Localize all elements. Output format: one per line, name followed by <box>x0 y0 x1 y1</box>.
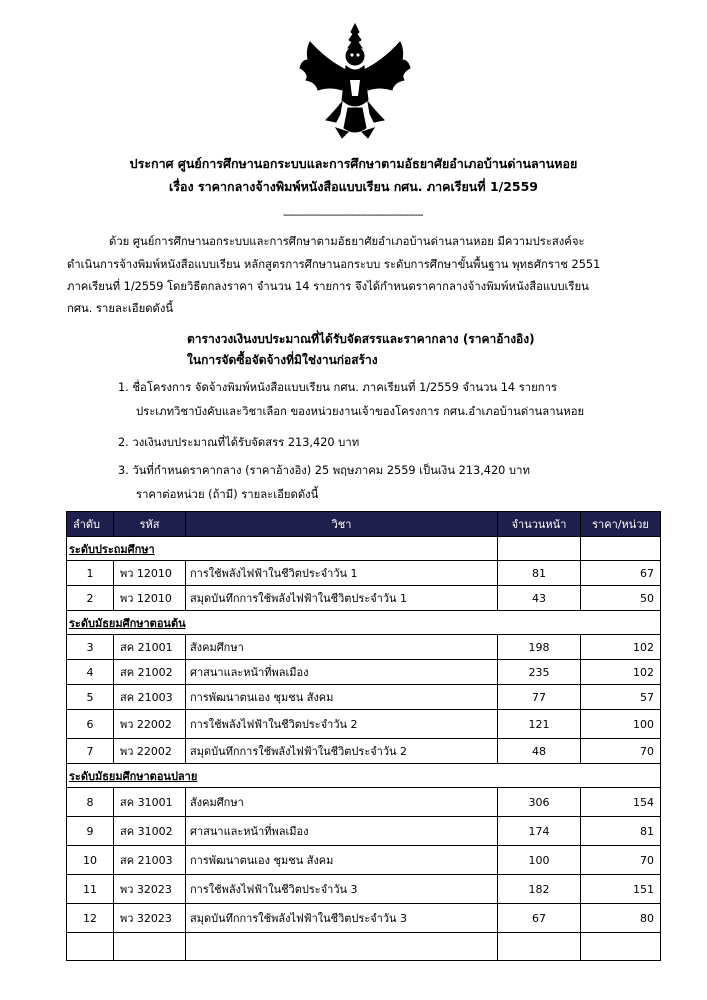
table-row <box>67 817 661 846</box>
table-row <box>67 685 661 710</box>
row-subject: สังคมศึกษา <box>186 788 498 817</box>
table-row <box>67 561 661 586</box>
row-pages: 100 <box>498 846 581 875</box>
empty-cell <box>581 933 661 961</box>
row-price: 57 <box>581 685 661 710</box>
row-code: พว 12010 <box>114 561 186 586</box>
row-price: 102 <box>581 635 661 660</box>
row-code: สค 31002 <box>114 817 186 846</box>
section-title: ระดับประถมศึกษา <box>67 537 498 561</box>
empty-cell <box>498 933 581 961</box>
price-table <box>66 511 661 961</box>
section-title: ระดับมัธยมศึกษาตอนปลาย <box>67 764 661 788</box>
intro-line-4: กศน. รายละเอียดดังนี้ <box>67 302 174 315</box>
row-no: 3 <box>67 635 114 660</box>
row-code: สค 21002 <box>114 660 186 685</box>
row-pages: 48 <box>498 739 581 764</box>
row-subject: ศาสนาและหน้าที่พลเมือง <box>186 817 498 846</box>
row-no: 11 <box>67 875 114 904</box>
item-2-budget: 2. วงเงินงบประมาณที่ได้รับจัดสรร 213,420 บาท <box>118 436 360 449</box>
row-code: สค 21001 <box>114 635 186 660</box>
header-pages: จำนวนหน้า <box>498 512 581 537</box>
garuda-emblem <box>296 20 414 142</box>
empty-cell <box>67 933 114 961</box>
row-price: 80 <box>581 904 661 933</box>
row-pages: 81 <box>498 561 581 586</box>
row-price: 70 <box>581 846 661 875</box>
row-subject: สมุดบันทึกการใช้พลังไฟฟ้าในชีวิตประจำวัน 1 <box>186 586 498 611</box>
row-no: 6 <box>67 710 114 739</box>
row-pages: 182 <box>498 875 581 904</box>
row-code: พว 32023 <box>114 904 186 933</box>
row-no: 10 <box>67 846 114 875</box>
row-price: 70 <box>581 739 661 764</box>
row-subject: การใช้พลังไฟฟ้าในชีวิตประจำวัน 2 <box>186 710 498 739</box>
row-code: พว 32023 <box>114 875 186 904</box>
table-row <box>67 875 661 904</box>
row-no: 9 <box>67 817 114 846</box>
row-subject: การพัฒนาตนเอง ชุมชน สังคม <box>186 846 498 875</box>
separator-line: ----------------------------------------------- <box>283 208 423 221</box>
header-unit-price: ราคา/หน่วย <box>581 512 661 537</box>
row-subject: สมุดบันทึกการใช้พลังไฟฟ้าในชีวิตประจำวัน 2 <box>186 739 498 764</box>
row-code: สค 31001 <box>114 788 186 817</box>
empty-cell <box>581 537 661 561</box>
header-subject: วิชา <box>186 512 498 537</box>
row-pages: 121 <box>498 710 581 739</box>
header-code: รหัส <box>114 512 186 537</box>
row-code: สค 21003 <box>114 685 186 710</box>
row-subject: สังคมศึกษา <box>186 635 498 660</box>
row-subject: การใช้พลังไฟฟ้าในชีวิตประจำวัน 1 <box>186 561 498 586</box>
row-subject: สมุดบันทึกการใช้พลังไฟฟ้าในชีวิตประจำวัน 3 <box>186 904 498 933</box>
row-pages: 235 <box>498 660 581 685</box>
row-pages: 43 <box>498 586 581 611</box>
row-no: 8 <box>67 788 114 817</box>
intro-line-2: ดำเนินการจ้างพิมพ์หนังสือแบบเรียน หลักสูตรการศึกษานอกระบบ ระดับการศึกษาขั้นพื้นฐาน พุทธศักราช 2551 <box>67 258 601 271</box>
table-row <box>67 586 661 611</box>
intro-line-3: ภาคเรียนที่ 1/2559 โดยวิธีตกลงราคา จำนวน 14 รายการ จึงได้กำหนดราคากลางจ้างพิมพ์หนังสือแบบเรียน <box>67 280 589 293</box>
row-price: 102 <box>581 660 661 685</box>
row-pages: 198 <box>498 635 581 660</box>
table-heading: ตารางวงเงินงบประมาณที่ได้รับจัดสรรและราคากลาง (ราคาอ้างอิง) <box>187 332 535 346</box>
section-row <box>67 611 661 635</box>
table-subheading: ในการจัดซื้อจัดจ้างที่มิใช่งานก่อสร้าง <box>187 353 378 367</box>
row-code: พว 12010 <box>114 586 186 611</box>
section-title: ระดับมัธยมศึกษาตอนต้น <box>67 611 661 635</box>
row-subject: การพัฒนาตนเอง ชุมชน สังคม <box>186 685 498 710</box>
empty-cell <box>498 537 581 561</box>
table-row <box>67 710 661 739</box>
row-subject: การใช้พลังไฟฟ้าในชีวิตประจำวัน 3 <box>186 875 498 904</box>
announcement-title: ประกาศ ศูนย์การศึกษานอกระบบและการศึกษาตามอัธยาศัยอำเภอบ้านด่านลานหอย <box>129 156 578 171</box>
row-no: 5 <box>67 685 114 710</box>
table-row <box>67 846 661 875</box>
table-body <box>67 537 661 961</box>
row-pages: 306 <box>498 788 581 817</box>
row-price: 151 <box>581 875 661 904</box>
row-code: พว 22002 <box>114 739 186 764</box>
row-no: 12 <box>67 904 114 933</box>
header-no: ลำดับ <box>67 512 114 537</box>
table-row <box>67 635 661 660</box>
item-3-reference-date: 3. วันที่กำหนดราคากลาง (ราคาอ้างอิง) 25 พฤษภาคม 2559 เป็นเงิน 213,420 บาท <box>118 464 530 477</box>
row-no: 2 <box>67 586 114 611</box>
table-row <box>67 660 661 685</box>
item-3-unit-price-note: ราคาต่อหน่วย (ถ้ามี) รายละเอียดดังนี้ <box>136 488 319 501</box>
row-pages: 77 <box>498 685 581 710</box>
row-pages: 174 <box>498 817 581 846</box>
section-row <box>67 764 661 788</box>
announcement-subject: เรื่อง ราคากลางจ้างพิมพ์หนังสือแบบเรียน กศน. ภาคเรียนที่ 1/2559 <box>168 179 538 194</box>
item-1-project-name: 1. ชื่อโครงการ จัดจ้างพิมพ์หนังสือแบบเรียน กศน. ภาคเรียนที่ 1/2559 จำนวน 14 รายการ <box>118 381 557 394</box>
table-row <box>67 739 661 764</box>
row-subject: ศาสนาและหน้าที่พลเมือง <box>186 660 498 685</box>
row-no: 4 <box>67 660 114 685</box>
row-price: 81 <box>581 817 661 846</box>
table-row <box>67 788 661 817</box>
empty-cell <box>186 933 498 961</box>
table-row <box>67 904 661 933</box>
row-no: 7 <box>67 739 114 764</box>
empty-row <box>67 933 661 961</box>
table-header-row <box>67 512 661 537</box>
row-pages: 67 <box>498 904 581 933</box>
intro-line-1: ด้วย ศูนย์การศึกษานอกระบบและการศึกษาตามอัธยาศัยอำเภอบ้านด่านลานหอย มีความประสงค์จะ <box>109 235 585 248</box>
row-code: พว 22002 <box>114 710 186 739</box>
row-price: 67 <box>581 561 661 586</box>
section-row <box>67 537 661 561</box>
item-1-project-detail: ประเภทวิชาบังคับและวิชาเลือก ของหน่วยงานเจ้าของโครงการ กศน.อำเภอบ้านด่านลานหอย <box>136 405 585 418</box>
row-no: 1 <box>67 561 114 586</box>
row-price: 154 <box>581 788 661 817</box>
row-price: 50 <box>581 586 661 611</box>
row-price: 100 <box>581 710 661 739</box>
empty-cell <box>114 933 186 961</box>
row-code: สค 21003 <box>114 846 186 875</box>
